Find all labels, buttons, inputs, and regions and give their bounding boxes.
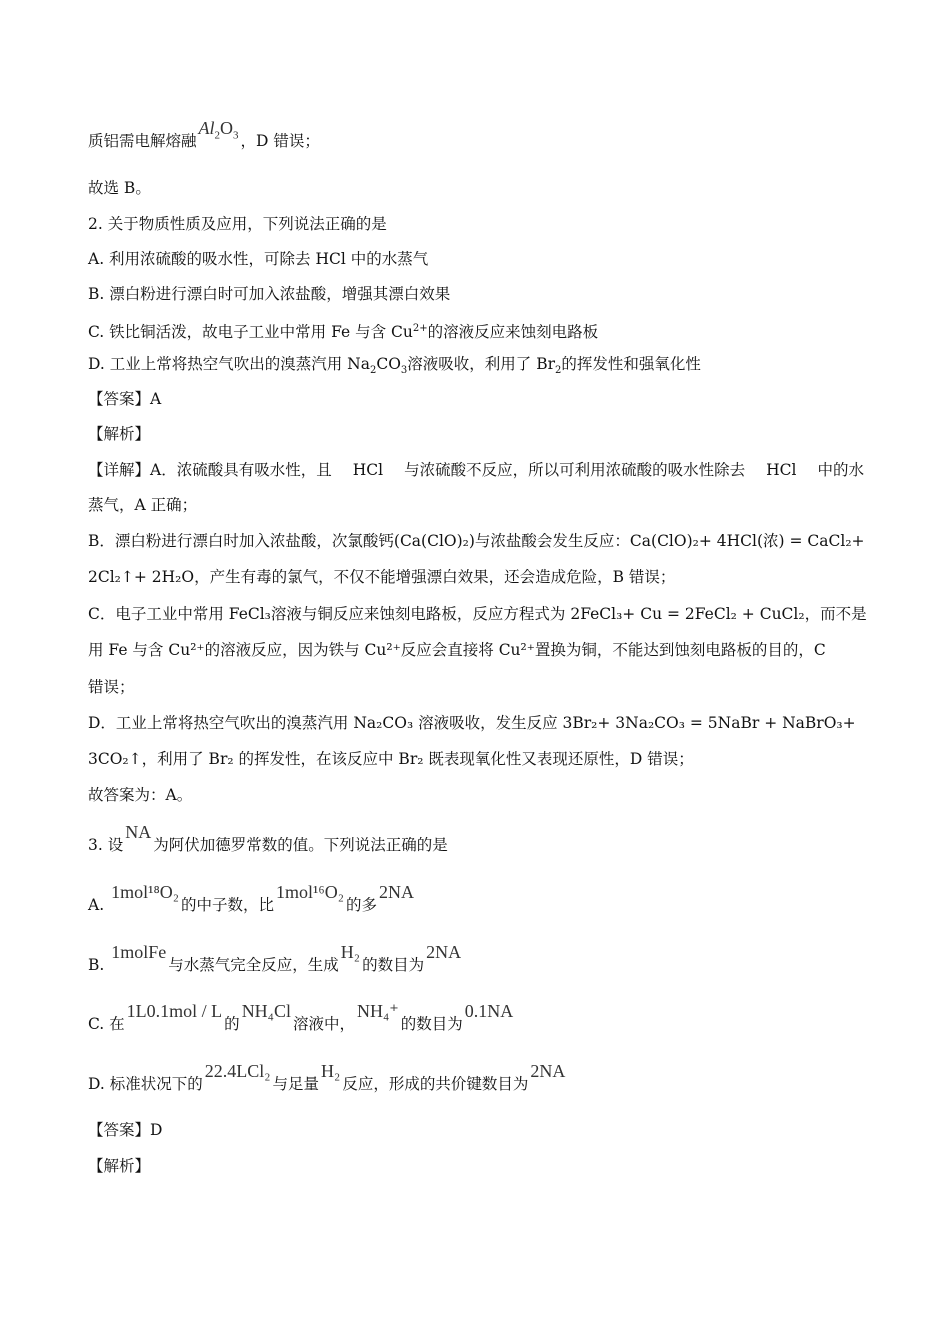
- text: 为阿伏加德罗常数的值。下列说法正确的是: [153, 836, 448, 854]
- option-d: D. 工业上常将热空气吹出的溴蒸汽用 $Na_2CO_3$溶液吸收，利用了 $Br_2$的挥发性和强氧化性: [88, 355, 701, 377]
- option-c: [88, 1001, 515, 1034]
- text: 中的水: [817, 461, 864, 479]
- text: 3. 设: [88, 836, 124, 854]
- answer-value: D: [150, 1121, 163, 1139]
- text: ，D 错误；: [240, 132, 320, 150]
- option-c: [88, 319, 598, 342]
- text: 的数目为: [400, 1015, 463, 1033]
- formula: H₂: [340, 942, 361, 962]
- formula: 2NA: [426, 942, 462, 962]
- text: 的: [224, 1015, 240, 1033]
- option-a: [88, 882, 416, 915]
- text: [88, 460, 332, 480]
- formula-al2o3: $Al_2O_3$: [198, 118, 239, 142]
- option-a: A. 利用浓硫酸的吸水性，可除去 HCl 中的水蒸气: [88, 250, 429, 268]
- option-d: [88, 1061, 567, 1094]
- detail-b-line2: 2Cl₂↑+ 2H₂O，产生有毒的氯气，不仅不能增强漂白效果，还会造成危险，B 错误；: [88, 568, 676, 586]
- superscript: 2+: [412, 323, 428, 334]
- formula: 22.4LCl₂: [204, 1061, 271, 1081]
- text: 与浓硫酸不反应，所以可利用浓硫酸的吸水性除去: [404, 461, 746, 479]
- text: A．浓硫酸具有吸水性，且: [150, 461, 332, 479]
- text: CO: [376, 355, 401, 373]
- detail-c-line1: C．电子工业中常用 FeCl₃溶液与铜反应来蚀刻电路板，反应方程式为 2FeCl₃+ Cu = 2FeCl₂ + CuCl₂，而不是: [88, 605, 867, 623]
- detail-d-line2: 3CO₂↑，利用了 Br₂ 的挥发性，在该反应中 Br₂ 既表现氧化性又表现还原性，D 错误；: [88, 750, 694, 768]
- formula: 2NA: [379, 882, 414, 902]
- formula: 1L0.1mol / L: [126, 1001, 223, 1021]
- answer-label: 【答案】: [88, 1121, 151, 1139]
- answer-line: [88, 389, 161, 409]
- detail-b-line1: B．漂白粉进行漂白时加入浓盐酸，次氯酸钙(Ca(ClO)₂)与浓盐酸会发生反应：Ca(ClO)₂+ 4HCl(浓) = CaCl₂+: [88, 532, 865, 550]
- text: A.: [88, 896, 105, 914]
- text: HCl: [352, 461, 384, 479]
- formula: H₂: [321, 1061, 341, 1081]
- analysis-label: 【解析】: [88, 425, 151, 443]
- text-line: 故选 B。: [88, 179, 151, 197]
- detail-c-line3: 错误；: [88, 678, 135, 696]
- question-stem: [88, 822, 448, 855]
- text: 的数目为: [362, 956, 425, 974]
- text: 的中子数，比: [181, 896, 275, 914]
- text: 的多: [345, 896, 377, 914]
- formula: 1mol¹⁸O₂: [111, 882, 180, 902]
- text: B.: [88, 956, 105, 974]
- text: D. 标准状况下的: [88, 1075, 203, 1093]
- detail-d-line1: D．工业上常将热空气吹出的溴蒸汽用 Na₂CO₃ 溶液吸收，发生反应 3Br₂+ 3Na₂CO₃ = 5NaBr + NaBrO₃+: [88, 714, 856, 732]
- text: HCl: [766, 461, 797, 479]
- text: 与足量: [272, 1075, 320, 1093]
- formula: 1molFe: [111, 942, 167, 962]
- text: C. 在: [88, 1015, 125, 1033]
- conclusion: 故答案为：A。: [88, 786, 193, 804]
- option-b: [88, 942, 463, 975]
- text: D. 工业上常将热空气吹出的溴蒸汽用 Na: [88, 355, 370, 373]
- answer-value: A: [150, 390, 162, 408]
- text: 的挥发性和强氧化性: [561, 355, 701, 373]
- formula: NH₄⁺: [356, 1001, 399, 1021]
- answer-label: 【答案】: [88, 390, 151, 408]
- text: 反应，形成的共价键数目为: [342, 1075, 529, 1093]
- formula: 2NA: [530, 1061, 566, 1081]
- detail-a-line2: 蒸气，A 正确；: [88, 496, 198, 514]
- detail-label: 【详解】: [88, 461, 151, 479]
- text: 与水蒸气完全反应，生成: [168, 956, 339, 974]
- text: 质铝需电解熔融: [88, 132, 197, 150]
- question-stem: 2. 关于物质性质及应用，下列说法正确的是: [88, 215, 387, 233]
- detail-a-line1: [88, 460, 864, 480]
- option-b: B. 漂白粉进行漂白时可加入浓盐酸，增强其漂白效果: [88, 285, 451, 303]
- answer-line: [88, 1120, 162, 1140]
- text: 的溶液反应来蚀刻电路板: [427, 323, 599, 342]
- text-line: [88, 118, 320, 158]
- formula: NH₄Cl: [241, 1001, 291, 1021]
- text: 溶液吸收，利用了 Br: [407, 355, 556, 373]
- text: C. 铁比铜活泼，故电子工业中常用 Fe 与含 Cu: [88, 323, 413, 342]
- detail-c-line2: 用 Fe 与含 Cu²⁺的溶液反应，因为铁与 Cu²⁺反应会直接将 Cu²⁺置换为铜，不能达到蚀刻电路板的目的，C: [88, 641, 826, 659]
- analysis-label: 【解析】: [88, 1157, 151, 1175]
- formula: 1mol¹⁶O₂: [276, 882, 344, 902]
- formula: 0.1NA: [464, 1001, 514, 1021]
- text: 溶液中，: [292, 1015, 355, 1033]
- formula: NA: [125, 822, 152, 842]
